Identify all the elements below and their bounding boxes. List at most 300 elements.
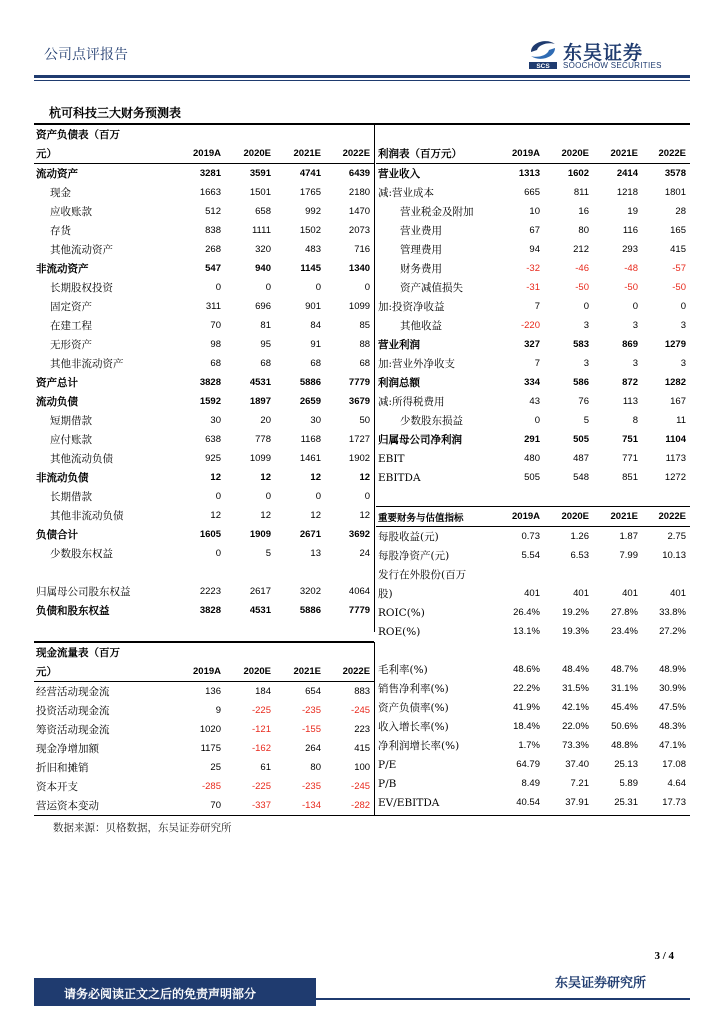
table-column-divider [374, 124, 375, 632]
cell-value: 94 [529, 244, 540, 255]
cell-value: 925 [205, 453, 221, 464]
cell-value [325, 563, 374, 582]
cell-value: 771 [622, 453, 638, 464]
cell-value: 1099 [249, 453, 271, 464]
cell-value: 1173 [665, 453, 686, 464]
cell-value: 3 [680, 358, 686, 369]
cell-value: 42.1% [562, 702, 589, 713]
key-metrics-title: 重要财务与估值指标 [376, 507, 496, 527]
cell-value: 327 [524, 339, 540, 350]
cell-value [176, 563, 225, 582]
year-header: 2020E [544, 507, 593, 527]
table-row [376, 565, 690, 584]
year-header: 2021E [593, 144, 642, 164]
key-metrics-table [376, 507, 690, 812]
cell-value: 1501 [249, 187, 271, 198]
table-row [376, 584, 690, 603]
row-label: 应付账款 [50, 434, 92, 446]
cell-value: -121 [251, 724, 271, 735]
cell-value: 23.4% [611, 626, 638, 637]
cell-value: 64.79 [516, 759, 540, 770]
cell-value: 0 [680, 301, 686, 312]
row-label: 负债和股东权益 [36, 605, 110, 617]
table-row [376, 679, 690, 698]
row-label: 流动负债 [36, 396, 78, 408]
row-label: 利润总额 [378, 377, 420, 389]
row-label: 其他非流动资产 [50, 358, 124, 370]
row-label: P/E [378, 758, 397, 771]
cell-value: -50 [624, 282, 638, 293]
cell-value: 1602 [567, 168, 589, 179]
table-row [376, 449, 690, 468]
cell-value: 401 [670, 588, 686, 599]
year-header: 2019A [176, 144, 225, 164]
table-column-divider-lower [374, 642, 375, 815]
table-row [376, 221, 690, 240]
cell-value: 20 [260, 415, 271, 426]
cell-value: 13.1% [513, 626, 540, 637]
table-row [34, 316, 374, 335]
cell-value: 13 [310, 548, 321, 559]
cell-value: 583 [573, 339, 589, 350]
table-row [376, 392, 690, 411]
year-header: 2022E [642, 507, 690, 527]
cell-value: 654 [305, 686, 321, 697]
year-header: 2022E [325, 662, 374, 682]
row-label: 经营活动现金流 [36, 686, 110, 698]
cell-value: 19.3% [562, 626, 589, 637]
cell-value: 3202 [299, 586, 321, 597]
row-label: EBIT [378, 452, 405, 465]
cell-value: 84 [310, 320, 321, 331]
cell-value: 940 [255, 263, 271, 274]
table-row [376, 240, 690, 259]
cell-value: 167 [670, 396, 686, 407]
cell-value: 113 [622, 396, 638, 407]
cell-value: -282 [351, 800, 371, 811]
cell-value: 6.53 [570, 550, 589, 561]
cell-value: 3 [632, 320, 638, 331]
cell-value: 658 [255, 206, 271, 217]
row-label: 营运资本变动 [36, 800, 99, 812]
row-label: 流动资产 [36, 168, 78, 180]
cell-value: 27.8% [611, 607, 638, 618]
cell-value: -220 [520, 320, 540, 331]
row-label: 营业税金及附加 [400, 206, 474, 218]
cell-value: 1218 [616, 187, 638, 198]
cell-value [496, 565, 544, 584]
table-row [34, 183, 374, 202]
table-row [376, 527, 690, 547]
cell-value: 4741 [299, 168, 321, 179]
cell-value: 68 [310, 358, 321, 369]
table-row [34, 506, 374, 525]
table-row [34, 278, 374, 297]
cell-value: 25 [210, 762, 221, 773]
income-statement-title: 利润表（百万元） [376, 144, 496, 164]
cell-value: 778 [255, 434, 271, 445]
cell-value: 70 [210, 320, 221, 331]
cell-value: 1461 [299, 453, 321, 464]
cell-value: 0 [265, 491, 271, 502]
cell-value: 7 [534, 358, 540, 369]
cell-value: 223 [354, 724, 371, 735]
cell-value: 5.54 [521, 550, 540, 561]
cell-value: 2414 [616, 168, 638, 179]
cell-value: 31.5% [562, 683, 589, 694]
cell-value: 1104 [665, 434, 686, 445]
table-bottom-rule [34, 815, 690, 816]
row-label: 长期借款 [50, 491, 92, 503]
cell-value: 401 [573, 588, 589, 599]
cash-flow-table [34, 643, 374, 815]
cell-value: 76 [578, 396, 589, 407]
cell-value: 33.8% [659, 607, 686, 618]
table-row [376, 641, 690, 660]
table-row [34, 777, 374, 796]
table-row [376, 335, 690, 354]
row-label: 现金 [50, 187, 71, 199]
row-label [34, 563, 176, 582]
cell-value: 26.4% [513, 607, 540, 618]
row-label: 其他流动负债 [50, 453, 113, 465]
balance-sheet-table [34, 125, 374, 620]
cell-value: 264 [305, 743, 321, 754]
table-row [376, 717, 690, 736]
table-row [34, 449, 374, 468]
cell-value: 547 [205, 263, 221, 274]
row-label: 毛利率(%) [378, 664, 428, 676]
cell-value: 1282 [664, 377, 686, 388]
cell-value: 85 [359, 320, 371, 331]
footer-rule [316, 998, 690, 1000]
row-label: EV/EBITDA [378, 796, 440, 809]
row-label: P/B [378, 777, 397, 790]
cell-value: 0 [265, 282, 271, 293]
cell-value: 40.54 [516, 797, 540, 808]
cell-value: 3591 [249, 168, 271, 179]
cell-value: 883 [354, 686, 371, 697]
cell-value: 2180 [348, 187, 371, 198]
cell-value: 31.1% [611, 683, 638, 694]
cell-value: 50 [359, 415, 371, 426]
cell-value [642, 565, 690, 584]
cell-value: -245 [351, 705, 371, 716]
row-label: 在建工程 [50, 320, 92, 332]
cell-value: 25.13 [614, 759, 638, 770]
soochow-logo-icon [525, 36, 561, 72]
year-header: 2019A [496, 507, 544, 527]
cell-value: 4.64 [667, 778, 686, 789]
row-label: 固定资产 [50, 301, 92, 313]
cell-value: 41.9% [513, 702, 540, 713]
cell-value: 1502 [299, 225, 321, 236]
table-row [376, 622, 690, 641]
table-row [376, 411, 690, 430]
cell-value: 12 [210, 510, 221, 521]
cell-value: -225 [251, 705, 271, 716]
cell-value: 1145 [300, 263, 321, 274]
cell-value: 751 [622, 434, 638, 445]
row-label: 营业收入 [378, 168, 420, 180]
cell-value: 19 [627, 206, 638, 217]
cell-value: 0 [583, 301, 589, 312]
cell-value: 100 [354, 762, 371, 773]
cell-value: -50 [575, 282, 589, 293]
row-label: 投资活动现金流 [36, 705, 110, 717]
row-label: 减:营业成本 [378, 187, 435, 199]
cell-value: 2659 [299, 396, 321, 407]
cell-value: 293 [622, 244, 638, 255]
cell-value: 116 [622, 225, 638, 236]
row-label: 应收账款 [50, 206, 92, 218]
cell-value: 1663 [199, 187, 221, 198]
cell-value: 0 [215, 548, 221, 559]
cell-value: 415 [354, 743, 371, 754]
row-label [376, 641, 496, 660]
year-header: 2021E [275, 144, 325, 164]
year-header: 2020E [225, 662, 275, 682]
year-header: 2020E [225, 144, 275, 164]
table-row [376, 202, 690, 221]
cell-value: 838 [205, 225, 221, 236]
year-header: 2020E [544, 144, 593, 164]
table-row [376, 278, 690, 297]
table-row [34, 739, 374, 758]
table-row [34, 240, 374, 259]
cell-value: 50.6% [611, 721, 638, 732]
cell-value: 17.08 [662, 759, 686, 770]
cell-value: 7.21 [570, 778, 589, 789]
cell-value: 586 [573, 377, 589, 388]
table-row [34, 487, 374, 506]
table-row [376, 297, 690, 316]
cell-value: 67 [529, 225, 540, 236]
table-row [34, 164, 374, 184]
table-row [34, 720, 374, 739]
cell-value: 1020 [199, 724, 221, 735]
table-row [376, 316, 690, 335]
cell-value: 0 [215, 491, 221, 502]
cell-value [593, 641, 642, 660]
balance-sheet-title: 资产负债表（百万 [36, 129, 120, 141]
row-label: 少数股东权益 [50, 548, 113, 560]
cell-value: 184 [255, 686, 271, 697]
cell-value: 1.7% [518, 740, 540, 751]
cell-value: -245 [351, 781, 371, 792]
cell-value: 716 [354, 244, 371, 255]
cell-value: 505 [573, 434, 589, 445]
cell-value: -32 [526, 263, 540, 274]
row-label: 财务费用 [400, 263, 442, 275]
row-label: 归属母公司股东权益 [36, 586, 131, 598]
svg-text:SCS: SCS [536, 63, 550, 70]
cell-value: 30 [310, 415, 321, 426]
table-row [34, 392, 374, 411]
table-row [34, 601, 374, 620]
row-label: EBITDA [378, 471, 421, 484]
cell-value: 10.13 [662, 550, 686, 561]
row-label: 加:营业外净收支 [378, 358, 456, 370]
row-label: 其他流动资产 [50, 244, 113, 256]
cell-value [225, 563, 275, 582]
cell-value: 7 [534, 301, 540, 312]
cell-value: 81 [260, 320, 271, 331]
table-row [376, 755, 690, 774]
row-label: 资产负债率(%) [378, 702, 449, 714]
cell-value: -57 [672, 263, 686, 274]
cell-value: 0 [534, 415, 540, 426]
cell-value: 320 [255, 244, 271, 255]
cell-value: 2073 [348, 225, 371, 236]
cell-value: 25.31 [614, 797, 638, 808]
cell-value: 1099 [348, 301, 371, 312]
table-row [34, 544, 374, 563]
cell-value: -285 [201, 781, 221, 792]
cell-value: 3 [583, 320, 589, 331]
cell-value [544, 641, 593, 660]
table-row [34, 582, 374, 601]
cell-value: 30 [210, 415, 221, 426]
cell-value: 22.0% [562, 721, 589, 732]
cell-value: -235 [301, 781, 321, 792]
cell-value: 80 [310, 762, 321, 773]
cash-flow-title-cont: 元） [34, 662, 176, 682]
cell-value: 91 [310, 339, 321, 350]
cell-value: 0 [632, 301, 638, 312]
footer-brand: 东吴证券研究所 [555, 976, 647, 991]
row-label: 管理费用 [400, 244, 442, 256]
cell-value [275, 563, 325, 582]
row-label: 资产减值损失 [400, 282, 463, 294]
cell-value: 3281 [199, 168, 221, 179]
cell-value: 70 [210, 800, 221, 811]
cell-value: 68 [260, 358, 271, 369]
cell-value: 869 [622, 339, 638, 350]
cell-value: 665 [524, 187, 540, 198]
cell-value: 5 [265, 548, 271, 559]
table-row [34, 297, 374, 316]
cell-value: 45.4% [611, 702, 638, 713]
cell-value: 1279 [664, 339, 686, 350]
cell-value: 4531 [249, 377, 271, 388]
table-row [34, 701, 374, 720]
cell-value: 1801 [664, 187, 686, 198]
cell-value: 27.2% [659, 626, 686, 637]
table-row [34, 563, 374, 582]
cell-value: 3828 [199, 377, 221, 388]
header-divider-thin [34, 80, 690, 81]
cell-value: 95 [260, 339, 271, 350]
cell-value: 18.4% [513, 721, 540, 732]
cell-value: 68 [210, 358, 221, 369]
cell-value: 8 [632, 415, 638, 426]
cell-value [593, 565, 642, 584]
cell-value [544, 565, 593, 584]
cell-value: 48.7% [611, 664, 638, 675]
row-label: 无形资产 [50, 339, 92, 351]
table-row [34, 259, 374, 278]
cell-value: 401 [622, 588, 638, 599]
table-row [34, 758, 374, 777]
table-row [376, 183, 690, 202]
table-row [376, 793, 690, 812]
cell-value [496, 641, 544, 660]
cell-value: 268 [205, 244, 221, 255]
cell-value: 1605 [199, 529, 221, 540]
cell-value: 548 [573, 472, 589, 483]
cell-value: 1175 [200, 743, 221, 754]
table-row [34, 373, 374, 392]
year-header: 2019A [176, 662, 225, 682]
row-label: 长期股权投资 [50, 282, 113, 294]
year-header: 2022E [642, 144, 690, 164]
cell-value: 12 [210, 472, 221, 483]
cell-value: 37.40 [565, 759, 589, 770]
cell-value: 37.91 [565, 797, 589, 808]
cell-value: 12 [260, 510, 271, 521]
logo [525, 36, 561, 72]
cell-value: 0.73 [521, 531, 540, 542]
cell-value: 1313 [518, 168, 540, 179]
table-row [376, 660, 690, 679]
cell-value: 415 [670, 244, 686, 255]
cell-value: 12 [310, 472, 321, 483]
cell-value: 80 [578, 225, 589, 236]
cell-value: 165 [670, 225, 686, 236]
cell-value: 11 [676, 415, 686, 426]
row-label: 非流动负债 [36, 472, 89, 484]
cell-value: 2617 [249, 586, 271, 597]
cell-value: 334 [524, 377, 540, 388]
cell-value: 28 [675, 206, 686, 217]
row-label: 股) [378, 588, 393, 600]
cell-value: 0 [315, 491, 321, 502]
cell-value: -162 [251, 743, 271, 754]
cell-value: 992 [305, 206, 321, 217]
table-row [34, 468, 374, 487]
balance-sheet-title-cont: 元） [34, 144, 176, 164]
cell-value: 61 [260, 762, 271, 773]
cell-value: 9 [215, 705, 221, 716]
cell-value: -134 [301, 800, 321, 811]
section-title: 杭可科技三大财务预测表 [49, 106, 182, 120]
cell-value: -235 [301, 705, 321, 716]
cell-value: 5 [583, 415, 589, 426]
cell-value: 0 [364, 491, 371, 502]
cell-value: -155 [301, 724, 321, 735]
row-label: 短期借款 [50, 415, 92, 427]
cell-value: 6439 [348, 168, 371, 179]
table-row [376, 354, 690, 373]
table-row [376, 430, 690, 449]
cell-value: 0 [315, 282, 321, 293]
cell-value: 1765 [299, 187, 321, 198]
row-label: 资本开支 [36, 781, 78, 793]
cell-value: 43 [529, 396, 540, 407]
cell-value: 505 [524, 472, 540, 483]
cell-value: 22.2% [513, 683, 540, 694]
cell-value: 17.73 [662, 797, 686, 808]
cell-value: 3 [583, 358, 589, 369]
cell-value: 1111 [251, 225, 271, 236]
cell-value: 8.49 [521, 778, 540, 789]
cell-value: 12 [359, 472, 371, 483]
cell-value: 30.9% [659, 683, 686, 694]
cell-value: 1272 [664, 472, 686, 483]
cell-value: 48.8% [611, 740, 638, 751]
cell-value: 7779 [348, 377, 371, 388]
